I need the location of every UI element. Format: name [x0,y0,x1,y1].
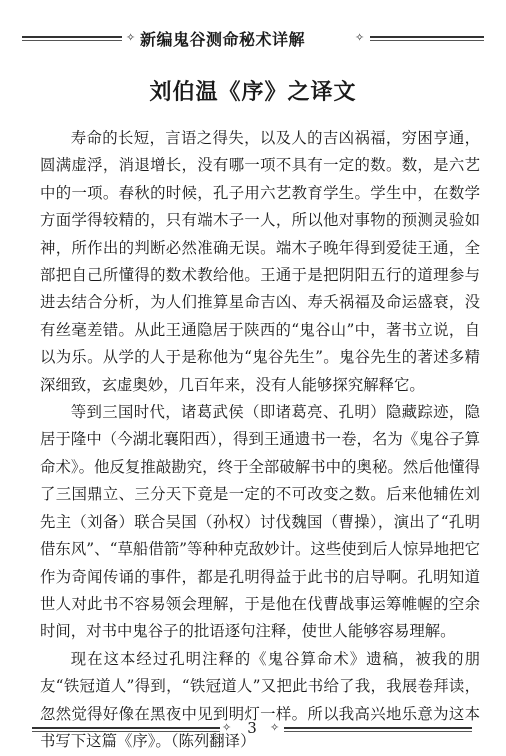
footer-ornament-right-icon: ✧ [270,721,280,734]
page-footer [32,718,472,738]
header-rule-left [22,36,122,38]
body-text [40,125,480,755]
header-ornament-left-icon: ✧ [126,31,136,44]
paragraph-3: 现在这本经过孔明注释的《鬼谷算命术》遗稿，被我的朋友“铁冠道人”得到，“铁冠道人”又把此书给了我，我展卷拜读，忽然觉得好像在黑夜中见到明灯一样。所以我高兴地乐意为这本书写下这篇《序》。（陈列翻译） [40,649,480,750]
book-title: 新编鬼谷测命秘术详解 [140,30,306,49]
paragraph-2: 等到三国时代，诸葛武侯（即诸葛亮、孔明）隐藏踪迹，隐居于隆中（今湖北襄阳西），得到王通遗书一卷，名为《鬼谷子算命术》。他反复推敲勘究，终于全部破解书中的奥秘。然后他懂得了三国鼎立、三分天下竟是一定的不可改变之数。后来他辅佐刘先主（刘备）联合吴国（孙权）讨伐魏国（曹操），演出了“孔明借东风”、“草船借箭”等种种克敌妙计。这些使到后人惊异地把它作为奇闻传诵的事件，都是孔明得益于此书的启导啊。孔明知道世人对此书不容易领会理解，于是他在伐曹战事运筹帷幄的空余时间，对书中鬼谷子的批语逐句注释，使世人能够容易理解。 [40,403,480,641]
footer-ornament-left-icon: ✧ [222,721,232,734]
header-rule-right [370,36,484,38]
page-title: 刘伯温《序》之译文 [149,79,357,105]
header-ornament-right-icon: ✧ [355,31,365,44]
footer-rule-left [32,727,220,729]
page-number: 3 [247,719,257,737]
paragraph-1: 寿命的长短，言语之得失，以及人的吉凶祸福，穷困亨通，圆满虚浮，消退增长，没有哪一项不具有一定的数。数，是六艺中的一项。春秋的时候，孔子用六艺教育学生。学生中，在数学方面学得较精的，只有端木子一人，所以他对事物的预测灵验如神，所作出的判断必然准确无误。端木子晚年得到爱徒王通，全部把自己所懂得的数术教给他。王通于是把阴阳五行的道理参与进去结合分析，为人们推算星命吉凶、寿夭祸福及命运盛衰，没有丝毫差错。从此王通隐居于陕西的“鬼谷山”中，著书立说，自以为乐。从学的人于是称他为“鬼谷先生”。鬼谷先生的著述多精深细致，玄虚奥妙，几百年来，没有人能够探究解释它。 [40,129,480,394]
running-header [22,28,484,50]
footer-rule-right [284,727,472,729]
